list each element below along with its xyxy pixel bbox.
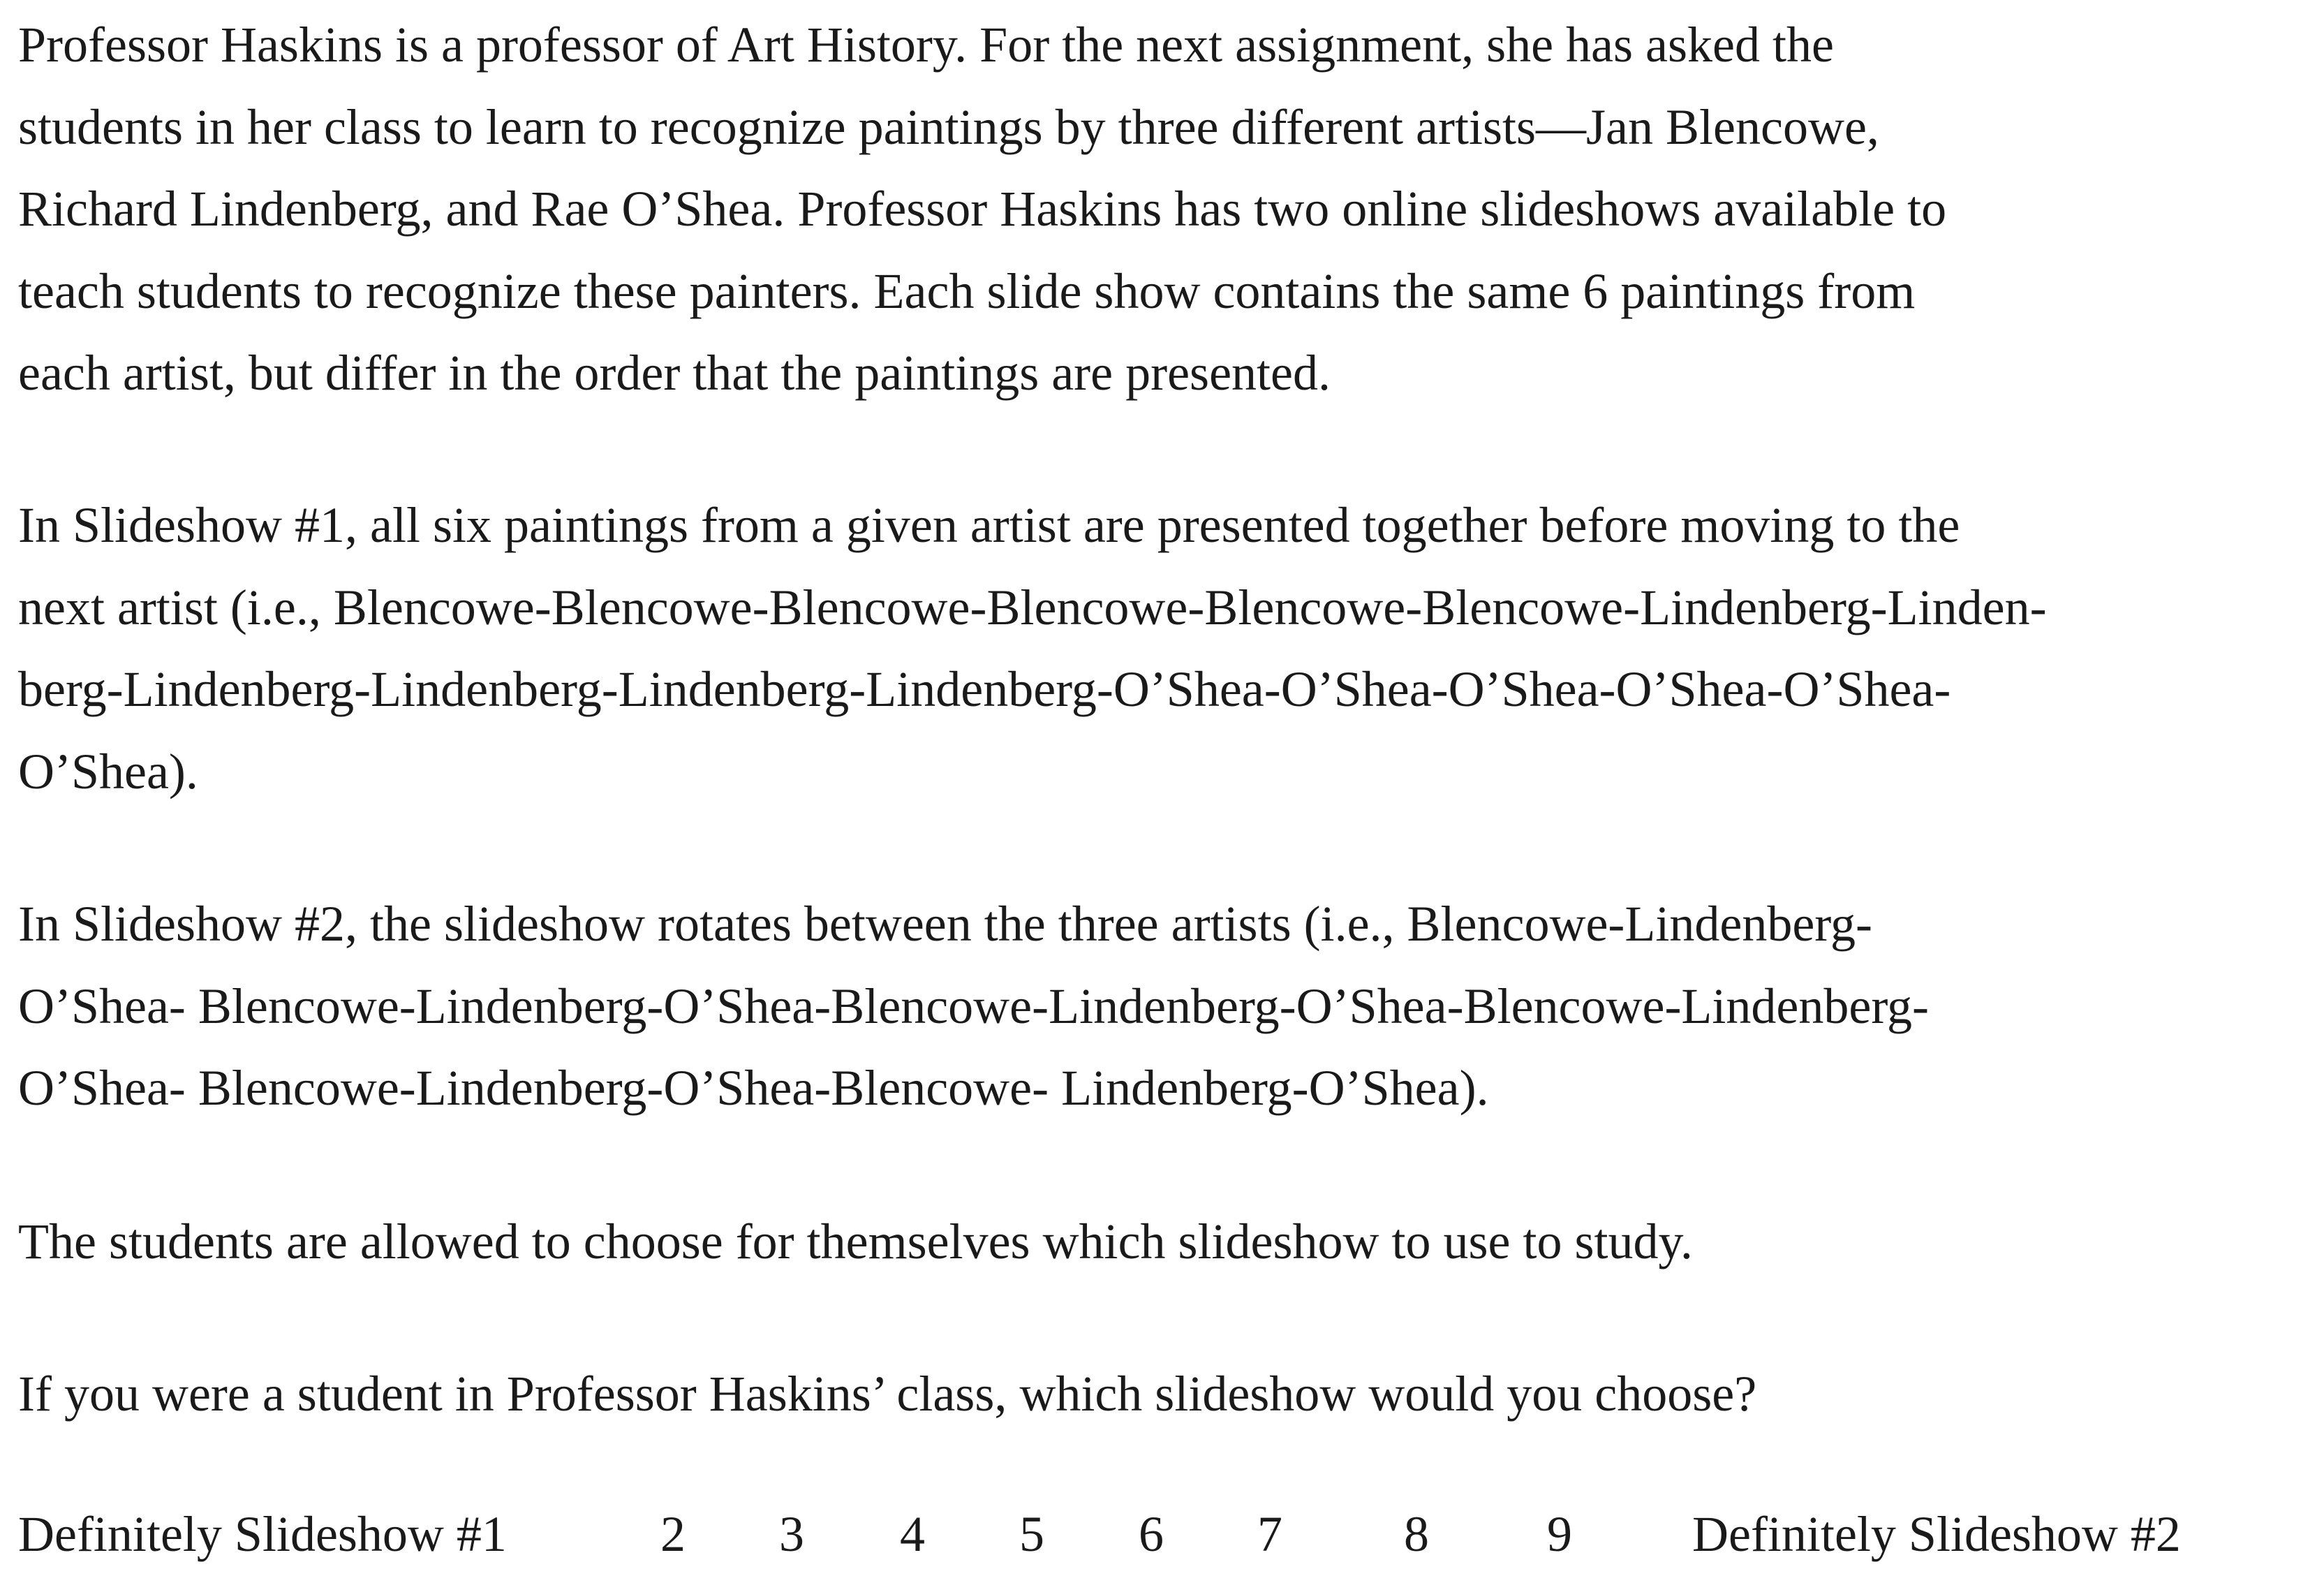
- slideshow-1-paragraph: [18, 485, 2047, 813]
- scale-right-anchor[interactable]: Definitely Slideshow #2: [1692, 1506, 2181, 1562]
- text-line: Professor Haskins is a professor of Art History. For the next assignment, she has asked the: [18, 17, 1834, 73]
- text-line: In Slideshow #2, the slideshow rotates between the three artists (i.e., Blencowe-Lindenberg-: [18, 896, 1872, 952]
- scale-point-6[interactable]: 6: [1139, 1506, 1164, 1562]
- text-line: In Slideshow #1, all six paintings from a given artist are presented together before moving to the: [18, 497, 1960, 553]
- text-line: If you were a student in Professor Haskins’ class, which slideshow would you choose?: [18, 1366, 1757, 1422]
- text-line: O’Shea).: [18, 743, 198, 800]
- text-line: O’Shea- Blencowe-Lindenberg-O’Shea-Blencowe- Lindenberg-O’Shea).: [18, 1060, 1489, 1116]
- text-line: students in her class to learn to recognize paintings by three different artists—Jan Blencowe,: [18, 98, 1879, 155]
- scale-point-2[interactable]: 2: [660, 1506, 686, 1562]
- scale-point-7[interactable]: 7: [1257, 1506, 1282, 1562]
- text-line: Richard Lindenberg, and Rae O’Shea. Professor Haskins has two online slideshows available to: [18, 181, 1947, 237]
- choice-paragraph: [18, 1201, 1693, 1283]
- scale-point-8[interactable]: 8: [1404, 1506, 1429, 1562]
- text-line: next artist (i.e., Blencowe-Blencowe-Blencowe-Blencowe-Blencowe-Blencowe-Lindenberg-Linden-: [18, 579, 2047, 635]
- intro-paragraph: [18, 4, 1946, 415]
- text-line: O’Shea- Blencowe-Lindenberg-O’Shea-Blencowe-Lindenberg-O’Shea-Blencowe-Lindenberg-: [18, 978, 1929, 1034]
- scale-point-5[interactable]: 5: [1019, 1506, 1044, 1562]
- scale-point-9[interactable]: 9: [1547, 1506, 1572, 1562]
- text-line: each artist, but differ in the order that the paintings are presented.: [18, 345, 1331, 401]
- scale-point-3[interactable]: 3: [779, 1506, 804, 1562]
- text-line: berg-Lindenberg-Lindenberg-Lindenberg-Lindenberg-O’Shea-O’Shea-O’Shea-O’Shea-O’Shea-: [18, 661, 1951, 717]
- scale-left-anchor[interactable]: Definitely Slideshow #1: [18, 1506, 507, 1562]
- rating-scale: [18, 1494, 2315, 1576]
- scale-point-4[interactable]: 4: [900, 1506, 925, 1562]
- question-paragraph: [18, 1353, 1756, 1436]
- text-line: teach students to recognize these painters. Each slide show contains the same 6 paintings from: [18, 263, 1916, 319]
- slideshow-2-paragraph: [18, 883, 1929, 1130]
- text-line: The students are allowed to choose for themselves which slideshow to use to study.: [18, 1214, 1693, 1269]
